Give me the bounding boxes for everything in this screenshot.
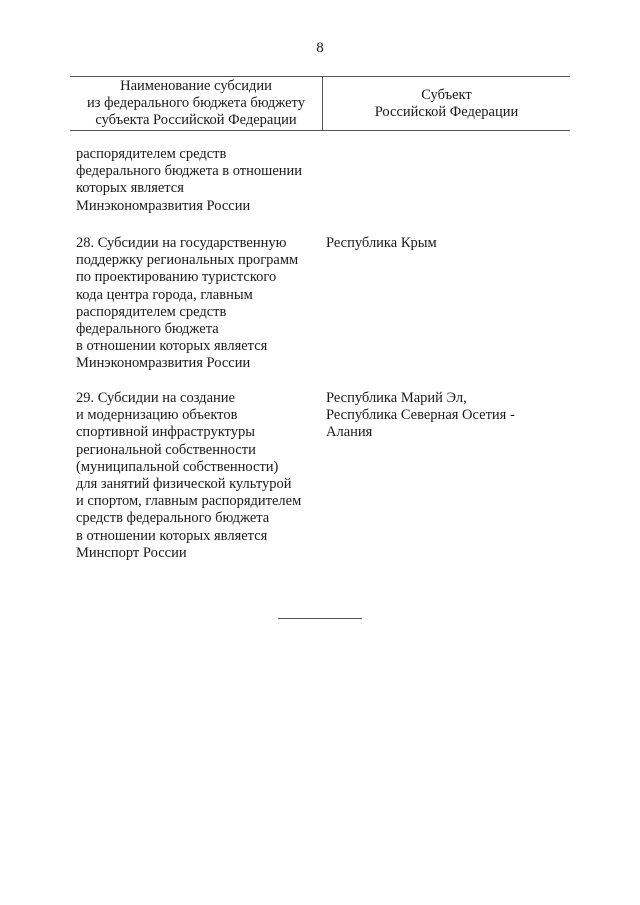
- header-federal-subject: Субъект Российской Федерации: [374, 86, 519, 120]
- table-header: [70, 76, 570, 131]
- federal-subject-cell: Республика Марий Эл, Республика Северная Осетия - Алания: [326, 390, 515, 441]
- subsidy-name-cell: распорядителем средств федерального бюджета в отношении которых является Минэкономразвития России: [76, 146, 303, 214]
- subsidy-name-cell: 29. Субсидии на создание и модернизацию объектов спортивной инфраструктуры региональной собственности (муниципальной собственности) для занятий физической культурой и спортом, главным распорядителем средств федерального бюджета в отношении которых является Минспорт России: [76, 390, 302, 561]
- page-number: 8: [316, 40, 324, 56]
- federal-subject-cell: Республика Крым: [326, 235, 437, 251]
- subsidy-name-cell: 28. Субсидии на государственную поддержку региональных программ по проектированию туристского кода центра города, главным распорядителем средств федерального бюджета в отношении которых является Минэкономразвития России: [76, 235, 299, 372]
- header-subsidy-name: Наименование субсидии из федерального бюджета бюджету субъекта Российской Федерации: [70, 77, 323, 130]
- end-of-document-rule: [278, 618, 362, 619]
